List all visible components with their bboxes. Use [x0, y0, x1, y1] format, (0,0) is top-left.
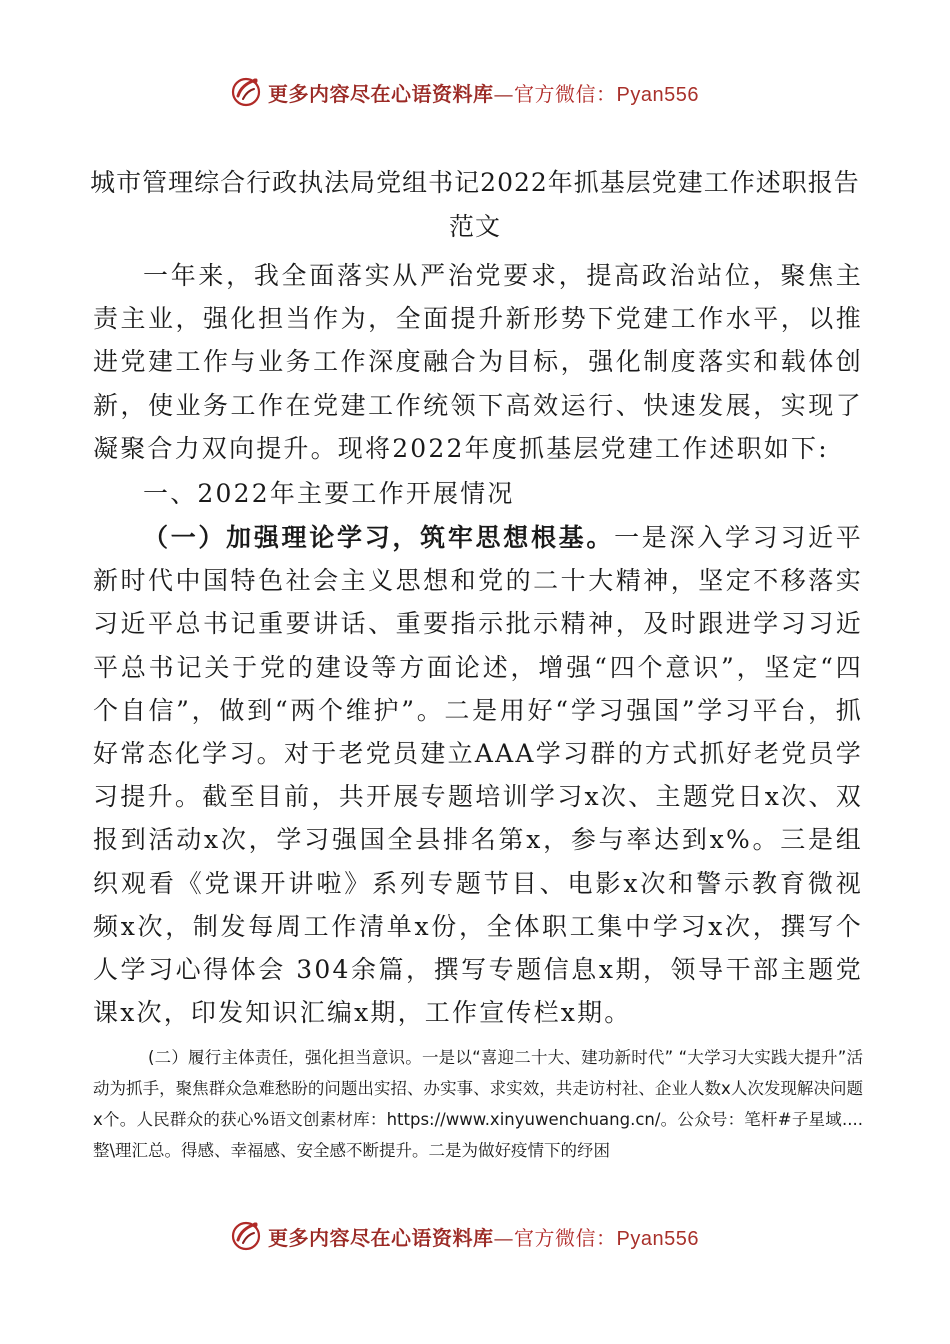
footer-watermark-banner [0, 1216, 950, 1256]
header-banner-text [268, 78, 699, 107]
footer-wechat-id: Pyan556 [616, 1228, 699, 1250]
document-title-line-2: 范文 [448, 212, 501, 241]
item-1-heading: （一）加强理论学习，筑牢思想根基。 [143, 523, 615, 552]
section-1-heading: 一、2022年主要工作开展情况 [143, 479, 515, 508]
xinyu-logo-icon [229, 74, 263, 108]
footer-dash: — [493, 1226, 514, 1250]
footer-wechat-label: 官方微信： [514, 1226, 617, 1250]
document-title-line-1: 城市管理综合行政执法局党组书记2022年抓基层党建工作述职报告 [90, 168, 860, 197]
footer-banner-text [268, 1222, 699, 1251]
footer-site-name: 更多内容尽在心语资料库 [268, 1226, 494, 1250]
header-watermark-banner [0, 72, 950, 112]
header-site-name: 更多内容尽在心语资料库 [268, 82, 494, 106]
intro-paragraph: 一年来，我全面落实从严治党要求，提高政治站位，聚焦主责主业，强化担当作为，全面提升新形势下党建工作水平，以推进党建工作与业务工作深度融合为目标，强化制度落实和载体创新，使业务工作在党建工作统领下高效运行、快速发展，实现了凝聚合力双向提升。现将2022年度抓基层党建工作述职如下: [93, 261, 863, 463]
header-dash: — [493, 82, 514, 106]
header-wechat-id: Pyan556 [616, 84, 699, 106]
item-1-paragraph [93, 516, 863, 1034]
xinyu-logo-icon [229, 1218, 263, 1252]
header-wechat-label: 官方微信： [514, 82, 617, 106]
item-2-paragraph: (二）履行主体责任，强化担当意识。一是以“喜迎二十大、建功新时代” “大学习大实践大提升”活动为抓手，聚焦群众急难愁盼的问题出实招、办实事、求实效，共走访村社、企业人数x人次发现解决问题x个。人民群众的获心%语文创素材库：https://www.xinyuwenchuang.cn/。公众号：笔杆#子星域....整\理汇总。得感、幸福感、安全感不断提升。二是为做好疫情下的纾困 [93, 1048, 863, 1160]
item-1-body: 一是深入学习习近平新时代中国特色社会主义思想和党的二十大精神，坚定不移落实习近平总书记重要讲话、重要指示批示精神，及时跟进学习习近平总书记关于党的建设等方面论述，增强“四个意识”，坚定“四个自信”，做到“两个维护”。二是用好“学习强国”学习平台，抓好常态化学习。对于老党员建立AAA学习群的方式抓好老党员学习提升。截至目前，共开展专题培训学习x次、主题党日x次、双报到活动x次，学习强国全县排名第x，参与率达到x%。三是组织观看《党课开讲啦》系列专题节目、电影x次和警示教育微视频x次，制发每周工作清单x份，全体职工集中学习x次，撰写个人学习心得体会 304余篇，撰写专题信息x期，领导干部主题党课x次，印发知识汇编x期，工作宣传栏x期。 [93, 523, 863, 1028]
